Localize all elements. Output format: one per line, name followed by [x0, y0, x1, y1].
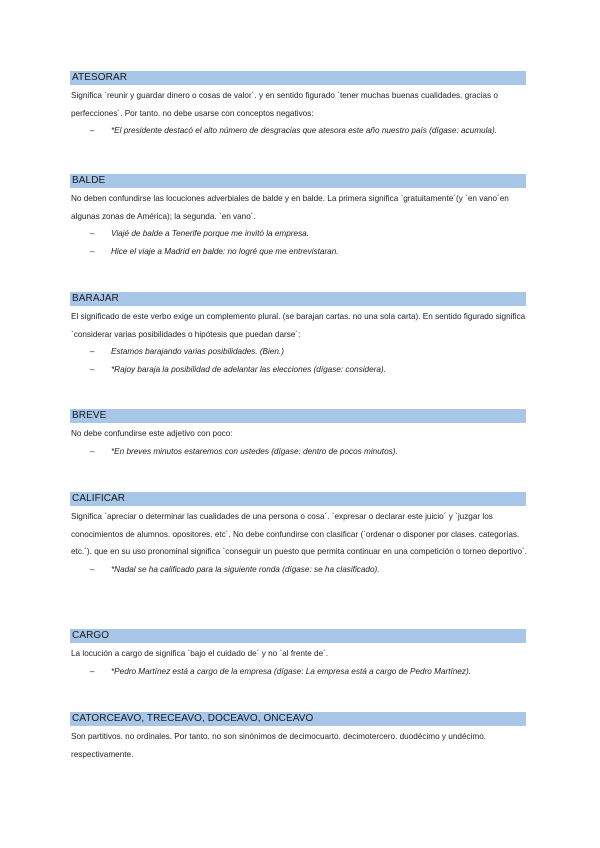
entry-heading: CALIFICAR	[70, 492, 526, 506]
example-text: Viajé de balde a Tenerife porque me invitó la empresa.	[111, 229, 309, 238]
entry-definition: Son partitivos. no ordinales. Por tanto. no son sinónimos de decimocuarto. decimotercero. duodécimo y undécimo. respectivamente.	[71, 732, 487, 759]
bullet-dash: –	[90, 229, 95, 238]
bullet-dash: –	[90, 347, 95, 356]
bullet-dash: –	[90, 564, 95, 574]
example-text: Estamos barajando varias posibilidades. (Bien.)	[111, 347, 284, 356]
entry-definition: La locución a cargo de significa `bajo el cuidado de´ y no `al frente de´.	[71, 649, 329, 658]
example-item	[70, 225, 526, 243]
example-item	[70, 561, 526, 579]
example-list	[70, 122, 526, 140]
entry-heading: BARAJAR	[70, 292, 526, 306]
example-text: *Rajoy baraja la posibilidad de adelantar las elecciones (dígase: considera).	[111, 364, 386, 374]
entry-definition: El significado de este verbo exige un complemento plural. (se barajan cartas. no una sola carta). En sentido figurado significa `considerar varias posibilidades o hipótesis que puedan darse´:	[71, 312, 526, 339]
example-text: *El presidente destacó el alto número de desgracias que atesora este año nuestro país (dígase: acumula).	[111, 126, 497, 135]
bullet-dash: –	[90, 246, 95, 256]
bullet-dash: –	[90, 126, 95, 135]
example-item	[70, 343, 526, 361]
example-item	[70, 663, 526, 681]
example-item	[70, 122, 526, 140]
entry-heading: CARGO	[70, 629, 526, 643]
entry-heading: ATESORAR	[70, 71, 526, 85]
bullet-dash: –	[90, 364, 95, 374]
entry-definition: No deben confundirse las locuciones adverbiales de balde y en balde. La primera significa `gratuitamente´(y `en vano´en algunas zonas de América); la segunda. `en vano´.	[71, 194, 509, 221]
entry-heading: BREVE	[70, 409, 526, 423]
example-list	[70, 343, 526, 378]
example-item	[70, 243, 526, 261]
entry-calificar	[70, 492, 526, 578]
example-list	[70, 225, 526, 260]
example-list	[70, 561, 526, 579]
example-list	[70, 443, 526, 461]
example-item	[70, 361, 526, 379]
example-text: *Nadal se ha calificado para la siguiente ronda (dígase: se ha clasificado).	[111, 564, 380, 574]
example-text: Hice el viaje a Madrid en balde: no logré que me entrevistaran.	[111, 246, 339, 256]
entry-catorceavo	[70, 712, 526, 763]
bullet-dash: –	[90, 446, 95, 456]
example-item	[70, 443, 526, 461]
entry-heading: CATORCEAVO, TRECEAVO, DOCEAVO, ONCEAVO	[70, 712, 526, 726]
example-text: *Pedro Martínez está a cargo de la empresa (dígase: La empresa está a cargo de Pedro Martínez).	[111, 666, 471, 676]
entry-barajar	[70, 292, 526, 378]
entry-definition: No debe confundirse este adjetivo con poco:	[71, 429, 233, 438]
entry-definition: Significa `apreciar o determinar las cualidades de una persona o cosa´. `expresar o declarar este juicio´ y `juzgar los conocimientos de alumnos. opositores. etc´. No debe confundirse con clasificar (`ordenar o disponer por clases. categorías. etc.´). que en su uso pronominal significa `conseguir un puesto que permita continuar en una competición o torneo deportivo´.	[71, 512, 528, 556]
bullet-dash: –	[90, 666, 95, 676]
entry-cargo	[70, 629, 526, 680]
entry-definition: Significa `reunir y guardar dinero o cosas de valor´. y en sentido figurado `tener muchas buenas cualidades. gracias o perfecciones´. Por tanto. no debe usarse con conceptos negativos:	[71, 91, 498, 118]
entry-atesorar	[70, 71, 526, 140]
entry-heading: BALDE	[70, 174, 526, 188]
example-text: *En breves minutos estaremos con ustedes (dígase: dentro de pocos minutos).	[111, 446, 398, 456]
entry-breve	[70, 409, 526, 460]
example-list	[70, 663, 526, 681]
entry-balde	[70, 174, 526, 260]
